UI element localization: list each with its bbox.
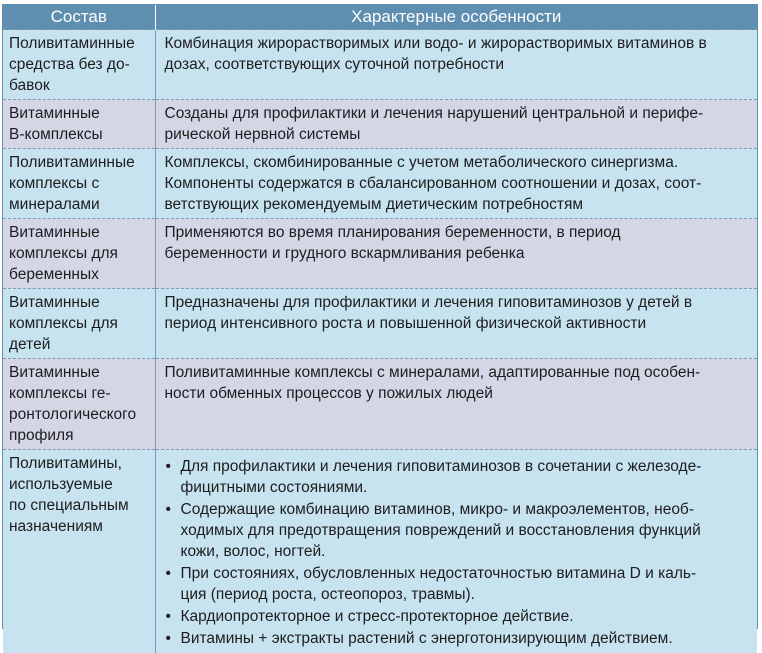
features-cell (155, 289, 757, 359)
bullet-icon: • (166, 606, 171, 627)
table-body (3, 30, 757, 653)
features-line: период интенсивного роста и повышенной физической активности (165, 313, 752, 334)
list-item (165, 563, 752, 605)
features-cell (155, 30, 757, 100)
features-line: ности обменных процессов у пожилых людей (165, 383, 752, 404)
composition-cell (3, 149, 155, 219)
bullet-line: ходимых для предотвращения повреждений и восстановления функций (181, 520, 752, 541)
bullet-line: Содержащие комбинацию витаминов, микро- и макроэлементов, необ- (181, 499, 752, 520)
bullet-icon: • (166, 456, 171, 477)
features-cell (155, 450, 757, 653)
table-row (3, 219, 757, 289)
column-header-composition: Состав (3, 5, 155, 30)
bullet-line: Витамины + экстракты растений с энерготонизирующим действием. (181, 628, 752, 649)
composition-line: минералами (9, 194, 151, 215)
features-cell (155, 359, 757, 450)
features-line: рической нервной системы (165, 124, 752, 145)
composition-cell (3, 30, 155, 100)
features-line: дозах, соответствующих суточной потребности (165, 54, 752, 75)
composition-cell (3, 450, 155, 653)
composition-cell (3, 100, 155, 149)
features-line: Компоненты содержатся в сбалансированном соотношении и дозах, соот- (165, 173, 752, 194)
table (3, 5, 757, 653)
composition-line: беременных (9, 264, 151, 285)
table-row (3, 289, 757, 359)
composition-line: В-комплексы (9, 124, 151, 145)
composition-line: бавок (9, 75, 151, 96)
features-line: Предназначены для профилактики и лечения гиповитаминозов у детей в (165, 292, 752, 313)
composition-line: Поливитаминные (9, 152, 151, 173)
list-item (165, 606, 752, 627)
column-header-features: Характерные особенности (155, 5, 757, 30)
features-bullet-list (165, 456, 752, 649)
composition-line: средства без до- (9, 54, 151, 75)
composition-line: комплексы для (9, 243, 151, 264)
composition-line: комплексы для (9, 313, 151, 334)
features-line: Применяются во время планирования беременности, в период (165, 222, 752, 243)
table-row (3, 149, 757, 219)
composition-line: назначениям (9, 516, 151, 537)
table-header-row (3, 5, 757, 30)
composition-line: детей (9, 334, 151, 355)
bullet-line: При состояниях, обусловленных недостаточностью витамина D и каль- (181, 563, 752, 584)
bullet-icon: • (166, 499, 171, 520)
table-row (3, 359, 757, 450)
bullet-icon: • (166, 628, 171, 649)
list-item (165, 499, 752, 562)
features-line: Созданы для профилактики и лечения нарушений центральной и перифе- (165, 103, 752, 124)
composition-line: Витаминные (9, 292, 151, 313)
table-row (3, 450, 757, 653)
features-line: Комплексы, скомбинированные с учетом метаболического синергизма. (165, 152, 752, 173)
bullet-line: Для профилактики и лечения гиповитаминозов в сочетании с железоде- (181, 456, 752, 477)
bullet-line: ция (период роста, остеопороз, травмы). (181, 584, 752, 605)
composition-cell (3, 359, 155, 450)
bullet-line: кожи, волос, ногтей. (181, 541, 752, 562)
bullet-line: Кардиопротекторное и стресс-протекторное действие. (181, 606, 752, 627)
vitamin-classification-table (2, 4, 758, 629)
features-cell (155, 100, 757, 149)
composition-line: ронтологического (9, 404, 151, 425)
composition-cell (3, 289, 155, 359)
composition-line: Витаминные (9, 222, 151, 243)
composition-line: Витаминные (9, 103, 151, 124)
list-item (165, 628, 752, 649)
table-row (3, 30, 757, 100)
table-row (3, 100, 757, 149)
composition-line: комплексы ге- (9, 383, 151, 404)
composition-line: по специальным (9, 495, 151, 516)
features-cell (155, 149, 757, 219)
composition-line: Поливитаминные (9, 33, 151, 54)
composition-cell (3, 219, 155, 289)
composition-line: профиля (9, 425, 151, 446)
bullet-line: фицитными состояниями. (181, 477, 752, 498)
features-line: Поливитаминные комплексы с минералами, адаптированные под особен- (165, 362, 752, 383)
features-line: ветствующих рекомендуемым диетическим потребностям (165, 194, 752, 215)
bullet-icon: • (166, 563, 171, 584)
composition-line: комплексы с (9, 173, 151, 194)
features-line: беременности и грудного вскармливания ребенка (165, 243, 752, 264)
features-line: Комбинация жирорастворимых или водо- и жирорастворимых витаминов в (165, 33, 752, 54)
composition-line: Витаминные (9, 362, 151, 383)
list-item (165, 456, 752, 498)
composition-line: используемые (9, 474, 151, 495)
features-cell (155, 219, 757, 289)
composition-line: Поливитамины, (9, 453, 151, 474)
